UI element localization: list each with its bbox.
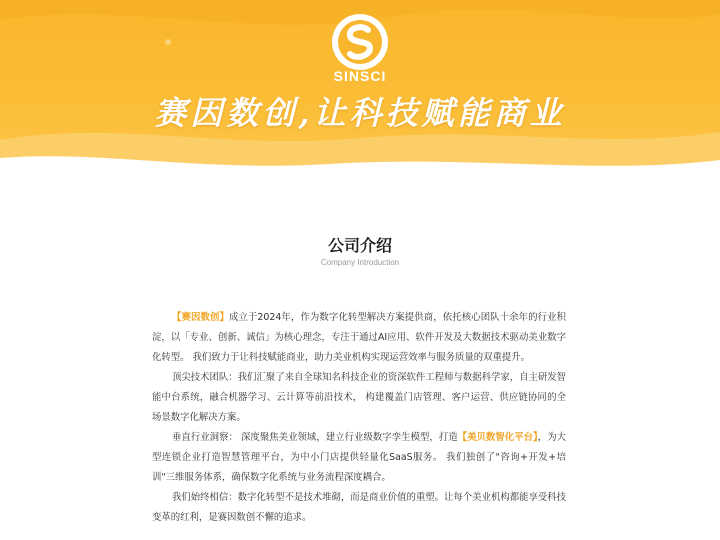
intro-paragraph-3-text-after: ，为大型连锁企业打造智慧管理平台，为中小门店提供轻量化SaaS服务。 我们独创了"咨询+开发+培训"三维服务体系，确保数字化系统与业务流程深度耦合。 [152,432,566,483]
intro-paragraph-1-text: 成立于2024年，作为数字化转型解决方案提供商，依托核心团队十余年的行业积淀，以「专业、创新、诚信」为核心理念，专注于通过AI应用、软件开发及大数据技术驱动美业数字化转型。 我们致力于让科技赋能商业，助力美业机构实现运营效率与服务质量的双重提升。 [152,312,566,363]
logo-wordmark: SINSCI [333,68,387,84]
intro-paragraph-1 [152,308,566,368]
company-name-highlight: 【赛因数创】 [172,312,229,323]
intro-paragraph-3-text-before: 垂直行业洞察： 深度聚焦美业领域，建立行业级数字孪生模型，打造 [172,432,458,443]
section-subtitle: Company Introduction [320,258,400,267]
intro-paragraph-2: 顶尖技术团队：我们汇聚了来自全球知名科技企业的资深软件工程师与数据科学家，自主研发智能中台系统，融合机器学习、云计算等前沿技术， 构建覆盖门店管理、客户运营、供应链协同的全场景数字化解决方案。 [152,372,566,423]
section-title: 公司介绍 [327,236,392,255]
hero-banner [0,0,720,180]
intro-paragraph-4: 我们始终相信：数字化转型不是技术堆砌，而是商业价值的重塑。让每个美业机构都能享受科技变革的红利，是赛因数创不懈的追求。 [152,492,566,523]
company-intro-text [152,308,566,528]
platform-name-highlight: 【美贝数智化平台】 [457,432,538,443]
logo-icon [330,12,390,72]
hero-slogan: 赛因数创,让科技赋能商业 [154,94,566,132]
intro-paragraph-3 [152,428,566,488]
